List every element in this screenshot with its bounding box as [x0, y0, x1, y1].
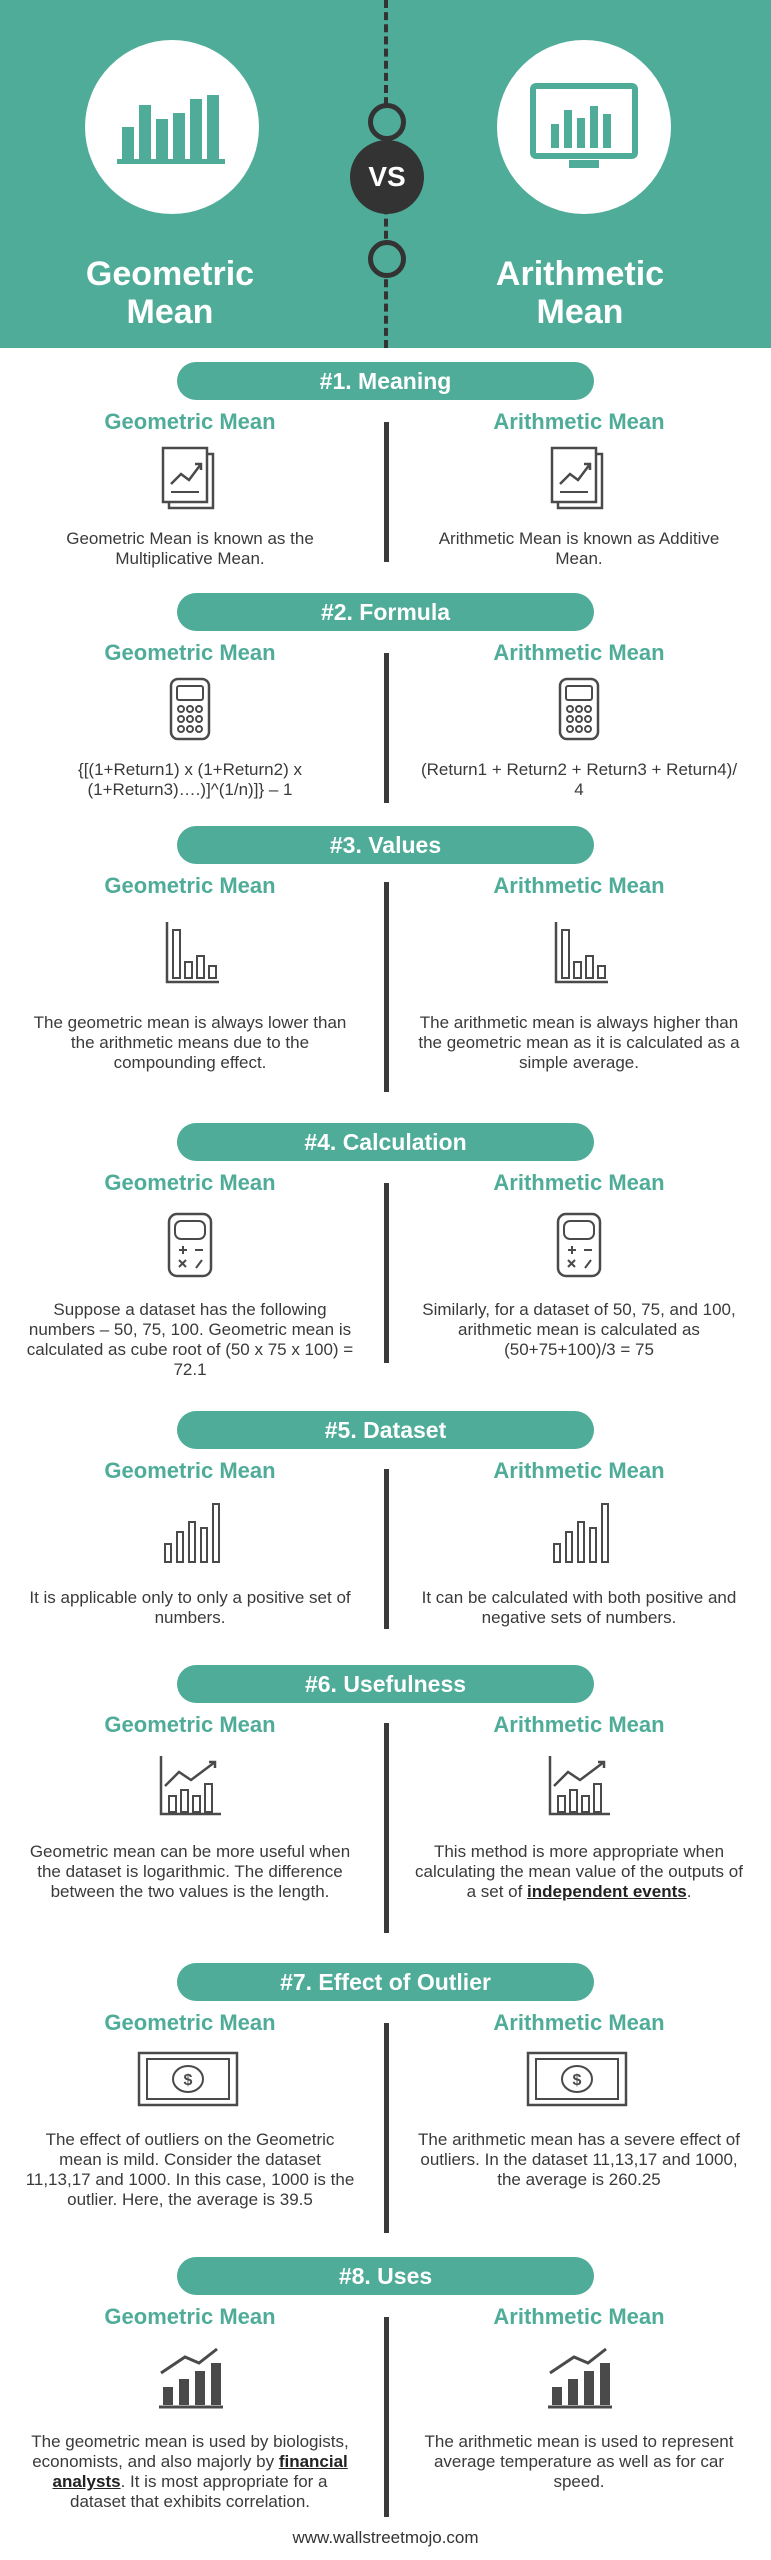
column-heading: Arithmetic Mean: [493, 873, 665, 898]
rising-bars-icon: [544, 1493, 614, 1573]
column-description: Geometric mean can be more useful when the dataset is logarithmic. The difference between the two values is the length.: [29, 1842, 351, 1901]
column-divider: [384, 2023, 389, 2233]
column-heading: Arithmetic Mean: [493, 2304, 665, 2329]
connector-ring-bottom: [368, 240, 406, 278]
left-column: [25, 408, 355, 569]
title-line: Geometric: [85, 255, 255, 293]
geometric-mean-logo: [85, 40, 259, 214]
document-chart-icon: [544, 444, 614, 514]
column-heading: Arithmetic Mean: [493, 1170, 665, 1195]
column-heading: Arithmetic Mean: [493, 1458, 665, 1483]
column-description: {[(1+Return1) x (1+Return2) x (1+Return3)….)]^(1/n)]} – 1: [78, 760, 302, 799]
left-column: [25, 1169, 355, 1380]
description-text: . It is most appropriate for a dataset that exhibits correlation.: [69, 2472, 328, 2511]
column-description: The geometric mean is always lower than the arithmetic means due to the compounding effect.: [33, 1013, 347, 1072]
title-line: Mean: [536, 293, 624, 331]
column-heading: Arithmetic Mean: [493, 640, 665, 665]
section-title: #4. Calculation: [177, 1123, 594, 1161]
left-column: [25, 872, 355, 1073]
right-column: [414, 2303, 744, 2492]
column-description: Geometric Mean is known as the Multiplicative Mean.: [66, 529, 314, 568]
left-column: [25, 2303, 355, 2512]
column-description: (Return1 + Return2 + Return3 + Return4)/ 4: [420, 760, 738, 799]
column-heading: Geometric Mean: [104, 1712, 276, 1737]
section-title: #6. Usefulness: [177, 1665, 594, 1703]
right-column: [414, 639, 744, 800]
column-divider: [384, 1723, 389, 1933]
arithmetic-mean-logo: [497, 40, 671, 214]
title-line: Mean: [126, 293, 214, 331]
column-description: The arithmetic mean is used to represent average temperature as well as for car speed.: [424, 2432, 734, 2491]
svg-text:$: $: [572, 2072, 582, 2089]
rising-bars-icon: [155, 1493, 225, 1573]
column-description: Suppose a dataset has the following numbers – 50, 75, 100. Geometric mean is calculated as cube root of (50 x 75 x 100) = 72.1: [26, 1300, 354, 1379]
description-text: .: [686, 1882, 692, 1901]
column-description: It is applicable only to only a positive set of numbers.: [29, 1588, 351, 1627]
financial-analysts-link[interactable]: financial analysts: [52, 2452, 348, 2491]
growth-chart-icon: [544, 2339, 614, 2417]
column-divider: [384, 1183, 389, 1363]
independent-events-link[interactable]: independent events: [527, 1882, 687, 1901]
column-heading: Arithmetic Mean: [493, 2010, 665, 2035]
column-heading: Geometric Mean: [104, 640, 276, 665]
bar-chart-icon: [544, 908, 614, 998]
trend-chart-icon: [155, 1747, 225, 1827]
right-column: [414, 1169, 744, 1360]
column-description: [25, 2432, 355, 2512]
column-heading: Geometric Mean: [104, 873, 276, 898]
column-heading: Arithmetic Mean: [493, 1712, 665, 1737]
left-column: [25, 639, 355, 800]
section-title: #8. Uses: [177, 2257, 594, 2295]
math-calculator-icon: [544, 1205, 614, 1285]
right-column: [414, 1711, 744, 1902]
column-heading: Arithmetic Mean: [493, 409, 665, 434]
column-divider: [384, 1469, 389, 1629]
svg-text:$: $: [183, 2072, 193, 2089]
section-title: #3. Values: [177, 826, 594, 864]
section-title: #7. Effect of Outlier: [177, 1963, 594, 2001]
column-divider: [384, 422, 389, 562]
right-column: [414, 2009, 744, 2190]
column-description: The arithmetic mean has a severe effect of outliers. In the dataset 11,13,17 and 1000, the average is 260.25: [418, 2130, 740, 2189]
column-heading: Geometric Mean: [104, 2010, 276, 2035]
geometric-mean-title: [30, 255, 310, 331]
column-description: The effect of outliers on the Geometric mean is mild. Consider the dataset 11,13,17 and 1000. In this case, 1000 is the outlier. Here, the average is 39.5: [25, 2130, 355, 2209]
section-title: #5. Dataset: [177, 1411, 594, 1449]
connector-ring-top: [368, 103, 406, 141]
column-heading: Geometric Mean: [104, 1170, 276, 1195]
right-column: [414, 408, 744, 569]
column-description: [414, 1842, 744, 1902]
column-heading: Geometric Mean: [104, 409, 276, 434]
column-heading: Geometric Mean: [104, 2304, 276, 2329]
calculator-icon: [544, 675, 614, 745]
column-description: Similarly, for a dataset of 50, 75, and 100, arithmetic mean is calculated as (50+75+100)/3 = 75: [422, 1300, 736, 1359]
bar-chart-icon: [155, 908, 225, 998]
description-text: This method is more appropriate when calculating the mean value of the outputs of a set of: [415, 1842, 743, 1901]
title-line: Arithmetic: [495, 255, 665, 293]
column-description: Arithmetic Mean is known as Additive Mean.: [438, 529, 720, 568]
bar-chart-icon: [117, 87, 227, 167]
left-column: [25, 1457, 355, 1628]
right-column: [414, 1457, 744, 1628]
footer-website[interactable]: www.wallstreetmojo.com: [292, 2528, 479, 2547]
section-title: #1. Meaning: [177, 362, 594, 400]
section-title: #2. Formula: [177, 593, 594, 631]
arithmetic-mean-title: [440, 255, 720, 331]
banknote-icon: [524, 2045, 634, 2115]
calculator-icon: [155, 675, 225, 745]
document-chart-icon: [155, 444, 225, 514]
left-column: [25, 1711, 355, 1902]
column-description: It can be calculated with both positive and negative sets of numbers.: [421, 1588, 737, 1627]
header-banner: [0, 0, 771, 348]
description-text: The geometric mean is used by biologists, economists, and also majorly by: [31, 2432, 349, 2471]
column-divider: [384, 653, 389, 803]
column-heading: Geometric Mean: [104, 1458, 276, 1483]
left-column: [25, 2009, 355, 2210]
vs-badge: VS: [350, 140, 424, 214]
column-divider: [384, 882, 389, 1092]
column-divider: [384, 2317, 389, 2517]
growth-chart-icon: [155, 2339, 225, 2417]
column-description: The arithmetic mean is always higher than the geometric mean as it is calculated as a simple average.: [418, 1013, 740, 1072]
math-calculator-icon: [155, 1205, 225, 1285]
monitor-chart-icon: [529, 82, 639, 172]
banknote-icon: [135, 2045, 245, 2115]
right-column: [414, 872, 744, 1073]
trend-chart-icon: [544, 1747, 614, 1827]
